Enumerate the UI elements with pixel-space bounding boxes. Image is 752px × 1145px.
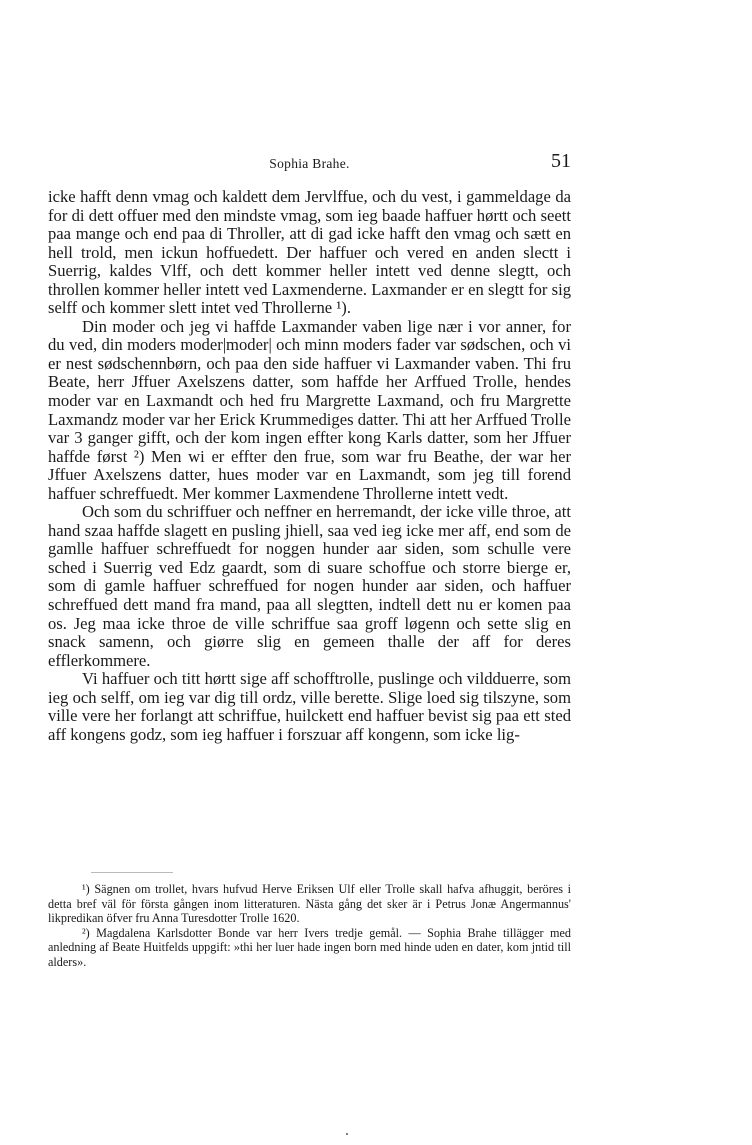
footnote-2 (48, 926, 571, 970)
footnote-divider (91, 872, 173, 873)
footnote-1 (48, 882, 571, 926)
paragraph-1: icke hafft denn vmag och kaldett dem Jervlffue, och du vest, i gammeldage da for di dett offuer med den mindste vmag, som ieg baade haffuer hørtt och seett paa mange och end paa di Throller, att di gad icke hafft den vmag och sætt en hell trold, men ickun hoffuedett. Der haffuer och vered en anden slectt i Suerrig, kaldes Vlff, och dett kommer heller intett ved denne slegtt, och throllen kommer heller intett ved Laxmenderne. Laxmander er en slegtt for sig selff och kommer slett intet ved Throllerne ¹). (48, 187, 571, 318)
footnote-text: Sägnen om trollet, hvars hufvud Herve Eriksen Ulf eller Trolle skall hafva afhuggit, beröres i detta bref väl för första gången inom litteraturen. Nästa gång det sker är i Petrus Jonæ Angermannus' likpredikan öfver fru Anna Turesdotter Trolle 1620. (48, 882, 571, 926)
footnote-mark: ¹) (82, 882, 90, 896)
body-text (48, 188, 571, 744)
page-number: 51 (551, 150, 571, 172)
paragraph-3: Och som du schriffuer och neffner en herremandt, der icke ville throe, att hand szaa haffde slagett en pusling jhiell, saa ved ieg icke mer aff, end som de gamlle haffuer schreffuedt for noggen hunder aar siden, som schulle vere sched i Suerrig ved Edz gaardt, som di suare schoffue och storre bierge er, som di gamle haffuer schreffued for nogen hunder aar siden, och haffuer schreffued dett mand fra mand, paa all slegtten, indtell dett nu er komen paa os. Jeg maa icke throe de ville schriffue saa groff løgenn och sette slig en snack samenn, och giørre slig en gemeen thalle der aff for deres efflerkommere. (48, 502, 571, 670)
running-head: Sophia Brahe. (269, 156, 350, 171)
footnote-mark: ²) (82, 925, 90, 940)
footnote-text: Magdalena Karlsdotter Bonde var herr Ivers tredje gemål. — Sophia Brahe tillägger med anledning af Beate Huitfelds uppgift: »thi her luer hade ingen born med hinde uden en dater, kom jntid till alders». (48, 925, 571, 969)
paragraph-2: Din moder och jeg vi haffde Laxmander vaben lige nær i vor anner, for du ved, din moders moder|moder| och minn moders fader var sødschen, och vi er nest sødschennbørn, och paa den side haffuer vi Laxmander vaben. Thi fru Beate, herr Jffuer Axelszens datter, som haffde her Arffued Trolle, hendes moder var en Laxmandt och hed fru Margrette Laxmand, och fru Margrette Laxmandz moder var her Erick Krummediges datter. Thi att her Arffued Trolle var 3 ganger gifft, och der kom ingen effter kong Karls datter, som her Jffuer haffde først ²) Men wi er effter den frue, som war fru Beathe, der war her Jffuer Axelszens datter, hues moder var en Laxmandt, som jeg till forend haffuer schreffuedt. Mer kommer Laxmendene Throllerne intett vedt. (48, 316, 571, 503)
footnotes (48, 882, 571, 970)
paragraph-4: Vi haffuer och titt hørtt sige aff schofftrolle, puslinge och vildduerre, som ieg och selff, om ieg var dig till ordz, ville berette. Slige loed sig tilszyne, som ville vere her forlangt att schriffue, huilckett end haffuer bevist sig paa ett sted aff kongens godz, som ieg haffuer i forszuar aff kongenn, som icke lig- (48, 669, 571, 744)
page-header (48, 150, 571, 180)
page-mark (346, 1133, 348, 1135)
